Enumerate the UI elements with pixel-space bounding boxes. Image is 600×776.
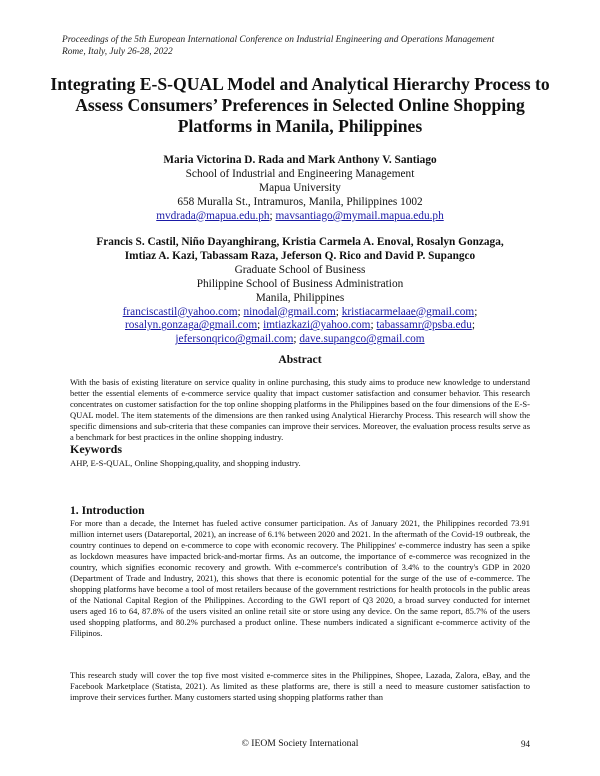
author-names: Imtiaz A. Kazi, Tabassam Raza, Jeferson Q. Rico and David P. Supangco <box>124 249 476 262</box>
author-address: 658 Muralla St., Intramuros, Manila, Philippines 1002 <box>177 195 423 208</box>
email-link[interactable]: mvdrada@mapua.edu.ph <box>156 209 270 222</box>
email-link[interactable]: rosalyn.gonzaga@gmail.com <box>125 319 258 332</box>
email-link[interactable]: franciscastil@yahoo.com <box>122 305 238 318</box>
abstract-heading: Abstract <box>278 353 322 366</box>
keywords-heading: Keywords <box>70 442 122 456</box>
abstract-text: With the basis of existing literature on service quality in online purchasing, this study aims to produce new knowledge to understand better the essential elements of e-commerce service quality that impact customer satisfaction and consumer behavior. This research concentrates on customer satisfaction for the top online shopping platforms in the Philippines based on the four dimensions of the E-S-QUAL model. The item statements of the dimensions are then ranked using Analytical Hierarchy Process. This research will show the specific dimensions and sub-criteria that these companies can improve their services. Moreover, the evaluation process results serve as a benchmark for best practices in the online shopping industry. <box>70 377 530 442</box>
introduction-heading: 1. Introduction <box>70 504 145 517</box>
author-names: Francis S. Castil, Niño Dayanghirang, Kristia Carmela A. Enoval, Rosalyn Gonzaga, <box>96 236 504 248</box>
author-department: Graduate School of Business <box>234 263 366 276</box>
email-link[interactable]: tabassamr@psba.edu <box>376 319 472 332</box>
header-conference: Proceedings of the 5th European International Conference on Industrial Engineering and Operations Management <box>62 35 495 45</box>
email-link[interactable]: imtiazkazi@yahoo.com <box>263 319 371 332</box>
email-link[interactable]: jefersonqrico@gmail.com <box>175 333 294 346</box>
footer-copyright: © IEOM Society International <box>241 738 359 749</box>
paper-title: Integrating E-S-QUAL Model and Analytical Hierarchy Process to Assess Consumers’ Preferences in Selected Online Shopping Platforms in Manila, Philippines <box>50 74 550 136</box>
author-university: Mapua University <box>259 181 341 194</box>
page-number: 94 <box>521 739 530 749</box>
author-department: School of Industrial and Engineering Management <box>185 167 415 180</box>
introduction-paragraph: This research study will cover the top five most visited e-commerce sites in the Philippines, Shopee, Lazada, Zalora, eBay, and the Facebook Marketplace (Statista, 2021). As limited as these platforms are, there is still a need to measure customer satisfaction to improve their services further. Many customers started using shopping platforms rather than <box>70 670 530 702</box>
author-emails: franciscastil@yahoo.com; ninodal@gmail.com; kristiacarmelaae@gmail.com; <box>122 305 478 318</box>
author-names: Maria Victorina D. Rada and Mark Anthony V. Santiago <box>163 154 437 166</box>
author-emails: jefersonqrico@gmail.com; dave.supangco@gmail.com <box>175 333 425 346</box>
keywords-text: AHP, E-S-QUAL, Online Shopping,quality, and shopping industry. <box>70 458 301 468</box>
email-link[interactable]: mavsantiago@mymail.mapua.edu.ph <box>275 209 444 222</box>
author-emails: rosalyn.gonzaga@gmail.com; imtiazkazi@yahoo.com; tabassamr@psba.edu; <box>125 319 475 332</box>
introduction-paragraph: For more than a decade, the Internet has fueled active consumer participation. As of January 2021, the Philippines recorded 73.91 million internet users (Datareportal, 2021), an increase of 6.1% between 2020 and 2021. In the aftermath of the Covid-19 outbreak, the country continues to depend on e-commerce to cope with economic recovery. The Philippines' e-commerce industry has seen a spike as lockdown measures have impacted brick-and-mortar firms. As an outcome, the importance of e-commerce was recognized in the country, which signifies economic recovery and growth. With e-commerce's contribution of 3.4% to the country's GDP in 2020 (Department of Trade and Industry, 2021), this shows that there is economic potential for the surge of the use of e-commerce. The shopping platforms have become a tool of most retailers because of the government restrictions for health protocols in the public areas of the National Capital Region of the Philippines. According to the GWI report of Q3 2020, a broad survey conducted for internet users aged 16 to 64, 87.8% of the users visited an online retail site or store using any device. On the same report, 85.7% of the users used shopping platforms, and 80.2% purchased a product online. These numbers indicated a significant e-commerce activity of the Filipinos. <box>70 518 530 638</box>
author-block-1 <box>40 154 560 224</box>
header-location: Rome, Italy, July 26-28, 2022 <box>62 47 173 57</box>
email-link[interactable]: ninodal@gmail.com <box>243 305 336 318</box>
email-link[interactable]: dave.supangco@gmail.com <box>299 333 425 346</box>
running-header <box>62 34 552 58</box>
author-city: Manila, Philippines <box>255 291 345 304</box>
author-emails: mvdrada@mapua.edu.ph; mavsantiago@mymail.mapua.edu.ph <box>156 209 444 222</box>
email-link[interactable]: kristiacarmelaae@gmail.com <box>341 305 475 318</box>
author-school: Philippine School of Business Administration <box>196 277 404 290</box>
author-block-2 <box>40 236 560 347</box>
